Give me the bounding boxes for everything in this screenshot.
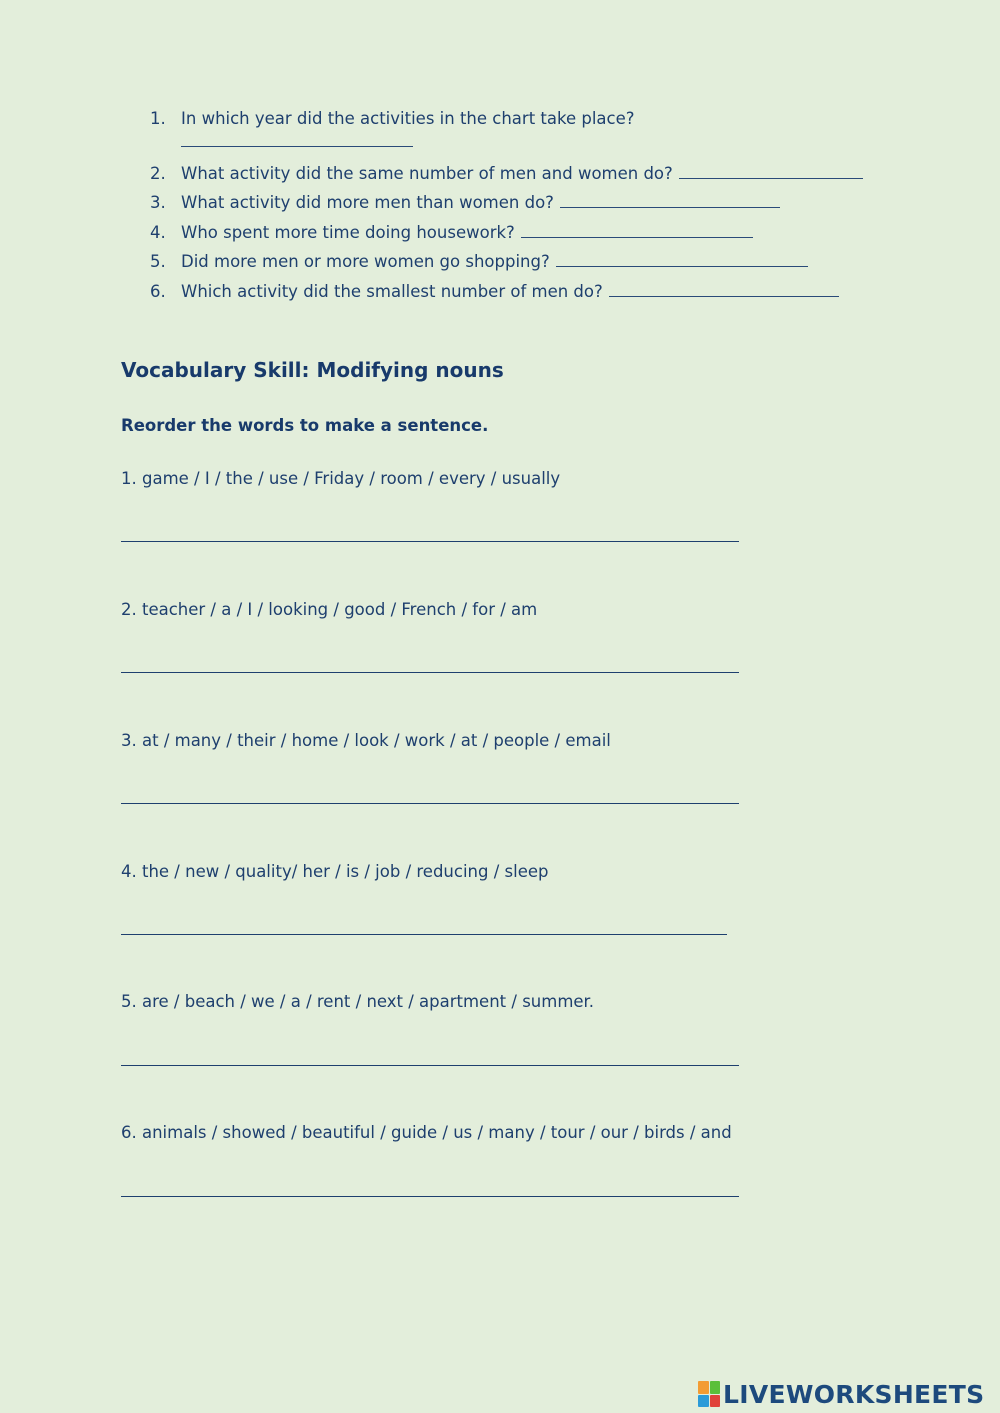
logo-blocks-icon	[698, 1381, 720, 1407]
question-6	[150, 277, 910, 307]
question-2	[150, 159, 910, 189]
question-text: Which activity did the smallest number of men do?	[181, 281, 603, 301]
liveworksheets-logo	[698, 1378, 984, 1410]
question-text: Who spent more time doing housework?	[181, 222, 515, 242]
section-heading: Vocabulary Skill: Modifying nouns	[121, 358, 504, 382]
question-text: Did more men or more women go shopping?	[181, 252, 550, 271]
answer-line-3[interactable]	[121, 803, 739, 804]
answer-blank[interactable]	[679, 159, 863, 179]
reorder-item-1: 1. game / I / the / use / Friday / room / every / usually	[121, 469, 561, 488]
question-text: What activity did the same number of men and women do?	[181, 163, 673, 183]
question-list	[150, 104, 910, 306]
question-number: 3.	[150, 193, 166, 212]
reorder-item-5: 5. are / beach / we / a / rent / next / apartment / summer.	[121, 992, 595, 1011]
logo-text: LIVEWORKSHEETS	[723, 1379, 985, 1409]
answer-line-2[interactable]	[121, 672, 739, 673]
logo-block	[698, 1395, 709, 1408]
answer-blank[interactable]	[556, 247, 808, 267]
instruction-text: Reorder the words to make a sentence.	[121, 416, 489, 435]
reorder-item-2: 2. teacher / a / I / looking / good / French / for / am	[121, 600, 538, 619]
answer-line-6[interactable]	[121, 1196, 739, 1197]
reorder-item-6: 6. animals / showed / beautiful / guide / us / many / tour / our / birds / and	[121, 1123, 732, 1142]
answer-blank[interactable]	[560, 188, 780, 208]
question-number: 4.	[150, 222, 166, 242]
reorder-item-3: 3. at / many / their / home / look / work / at / people / email	[121, 731, 611, 750]
logo-block	[698, 1381, 709, 1394]
question-1	[150, 104, 910, 147]
question-number: 1.	[150, 109, 166, 128]
answer-line-1[interactable]	[121, 541, 739, 542]
logo-block	[710, 1395, 721, 1408]
question-text: In which year did the activities in the chart take place?	[181, 109, 635, 128]
answer-blank[interactable]	[181, 134, 413, 147]
answer-line-4[interactable]	[121, 934, 727, 935]
answer-line-5[interactable]	[121, 1065, 739, 1066]
reorder-item-4: 4. the / new / quality/ her / is / job / reducing / sleep	[121, 862, 549, 881]
logo-block	[710, 1381, 721, 1394]
question-3	[150, 188, 910, 218]
answer-blank[interactable]	[521, 218, 753, 238]
question-text: What activity did more men than women do?	[181, 193, 554, 212]
question-4	[150, 218, 910, 248]
question-number: 6.	[150, 281, 166, 301]
question-number: 2.	[150, 163, 166, 183]
question-5	[150, 247, 910, 277]
answer-blank[interactable]	[609, 277, 839, 297]
question-number: 5.	[150, 252, 166, 271]
